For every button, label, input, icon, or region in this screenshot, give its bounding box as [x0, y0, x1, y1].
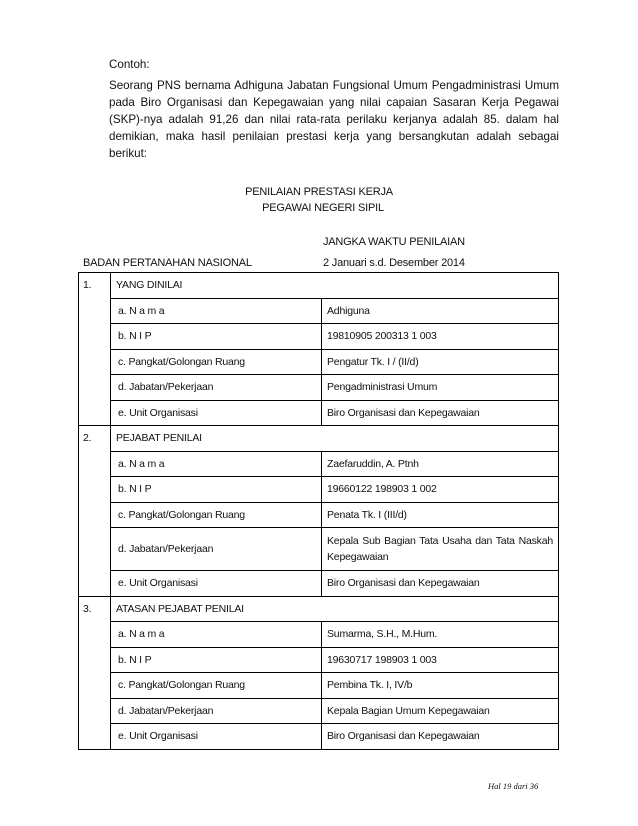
field-label: b. N I P: [111, 477, 322, 503]
section-number: 3.: [79, 596, 111, 749]
period-value: 2 Januari s.d. Desember 2014: [323, 257, 465, 269]
field-value: Sumarma, S.H., M.Hum.: [322, 622, 559, 648]
field-value: Zaefaruddin, A. Ptnh: [322, 451, 559, 477]
field-label: e. Unit Organisasi: [111, 571, 322, 597]
field-label: d. Jabatan/Pekerjaan: [111, 375, 322, 401]
table-row: [79, 400, 559, 426]
table-row: [79, 324, 559, 350]
field-value: Pengadministrasi Umum: [322, 375, 559, 401]
agency-name: BADAN PERTANAHAN NASIONAL: [83, 257, 252, 269]
section-number: 2.: [79, 426, 111, 597]
table-row: [79, 451, 559, 477]
section-header-row: [79, 596, 559, 622]
table-row: [79, 571, 559, 597]
section-title: ATASAN PEJABAT PENILAI: [111, 596, 559, 622]
form-title: PENILAIAN PRESTASI KERJA: [245, 186, 393, 198]
example-label: Contoh:: [109, 58, 150, 71]
period-label: JANGKA WAKTU PENILAIAN: [323, 236, 465, 248]
field-label: d. Jabatan/Pekerjaan: [111, 528, 322, 571]
field-value: Biro Organisasi dan Kepegawaian: [322, 571, 559, 597]
field-value: Pembina Tk. I, IV/b: [322, 673, 559, 699]
field-label: c. Pangkat/Golongan Ruang: [111, 349, 322, 375]
field-value: Biro Organisasi dan Kepegawaian: [322, 724, 559, 750]
section-header-row: [79, 273, 559, 299]
table-row: [79, 477, 559, 503]
field-value: Kepala Sub Bagian Tata Usaha dan Tata Naskah Kepegawaian: [322, 528, 559, 571]
table-row: [79, 673, 559, 699]
field-value: 19810905 200313 1 003: [322, 324, 559, 350]
field-label: d. Jabatan/Pekerjaan: [111, 698, 322, 724]
field-value: Pengatur Tk. I / (II/d): [322, 349, 559, 375]
field-value: Penata Tk. I (III/d): [322, 502, 559, 528]
field-value: 19660122 198903 1 002: [322, 477, 559, 503]
table-row: [79, 298, 559, 324]
field-label: c. Pangkat/Golongan Ruang: [111, 673, 322, 699]
field-label: a. N a m a: [111, 451, 322, 477]
section-title: YANG DINILAI: [111, 273, 559, 299]
field-label: b. N I P: [111, 324, 322, 350]
table-row: [79, 724, 559, 750]
table-row: [79, 528, 559, 571]
field-label: e. Unit Organisasi: [111, 400, 322, 426]
table-row: [79, 502, 559, 528]
section-number: 1.: [79, 273, 111, 426]
appraisal-table: [78, 272, 559, 750]
table-row: [79, 349, 559, 375]
example-paragraph: Seorang PNS bernama Adhiguna Jabatan Fungsional Umum Pengadministrasi Umum pada Biro Organisasi dan Kepegawaian yang nilai capaian Sasaran Kerja Pegawai (SKP)-nya adalah 91,26 dan nilai rata-rata perilaku kerjanya adalah 85. dalam hal demikian, maka hasil penilaian prestasi kerja yang bersangkutan adalah sebagai berikut:: [109, 79, 559, 160]
field-value: Adhiguna: [322, 298, 559, 324]
field-label: a. N a m a: [111, 298, 322, 324]
section-title: PEJABAT PENILAI: [111, 426, 559, 452]
table-row: [79, 622, 559, 648]
page-number: Hal 19 dari 36: [488, 781, 539, 791]
field-value: 19630717 198903 1 003: [322, 647, 559, 673]
field-value: Kepala Bagian Umum Kepegawaian: [322, 698, 559, 724]
form-subtitle: PEGAWAI NEGERI SIPIL: [262, 202, 384, 214]
field-label: c. Pangkat/Golongan Ruang: [111, 502, 322, 528]
field-label: b. N I P: [111, 647, 322, 673]
field-label: e. Unit Organisasi: [111, 724, 322, 750]
table-row: [79, 375, 559, 401]
table-row: [79, 647, 559, 673]
table-row: [79, 698, 559, 724]
field-value: Biro Organisasi dan Kepegawaian: [322, 400, 559, 426]
intro-block: [109, 56, 559, 162]
field-label: a. N a m a: [111, 622, 322, 648]
section-header-row: [79, 426, 559, 452]
